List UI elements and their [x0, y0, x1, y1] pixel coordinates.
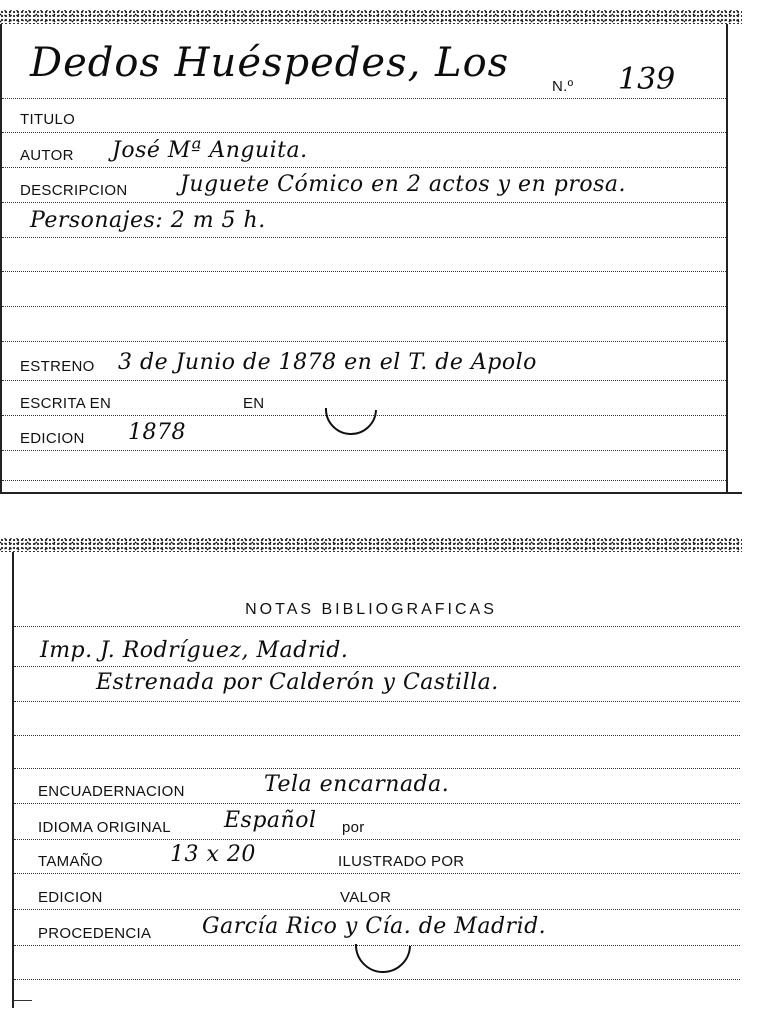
por-label: por: [342, 819, 365, 836]
card-bottom-border: [0, 492, 742, 494]
personajes-rule: [2, 237, 726, 238]
notas-heading: NOTAS BIBLIOGRAFICAS: [245, 601, 497, 618]
card-right-border: [726, 24, 728, 494]
encuadernacion-value: Tela encarnada.: [264, 772, 450, 797]
estreno-rule: [2, 380, 726, 381]
title-rule: [2, 98, 726, 99]
catalog-card-back: [0, 538, 742, 1008]
punch-hole-icon: [318, 398, 384, 446]
notes-rule-4: [14, 768, 740, 769]
notes-line-1: Imp. J. Rodríguez, Madrid.: [40, 638, 349, 663]
estreno-label: ESTRENO: [20, 358, 95, 375]
ilustrado-label: ILUSTRADO POR: [338, 853, 465, 870]
titulo-label: TITULO: [20, 111, 76, 128]
escrita-en-label: ESCRITA EN: [20, 395, 112, 412]
en-label: EN: [243, 395, 265, 412]
notes-rule-3: [14, 735, 740, 736]
notes-line-2: Estrenada por Calderón y Castilla.: [96, 670, 499, 695]
scanned-torn-edge: [0, 538, 742, 552]
valor-label: VALOR: [340, 889, 392, 906]
idioma-label: IDIOMA ORIGINAL: [38, 819, 171, 836]
catalog-card-front: [0, 10, 742, 494]
encuadernacion-rule: [14, 803, 740, 804]
notes-rule-2: [14, 701, 740, 702]
scanned-torn-edge: [0, 10, 742, 24]
encuadernacion-label: ENCUADERNACION: [38, 783, 185, 800]
procedencia-label: PROCEDENCIA: [38, 925, 152, 942]
autor-value: José Mª Anguita.: [112, 138, 308, 163]
edicion-rule: [2, 450, 726, 451]
bottom-rule: [2, 480, 726, 481]
heading-rule: [14, 626, 740, 627]
idioma-value: Español: [224, 808, 317, 833]
titulo-rule: [2, 132, 726, 133]
card-left-border: [0, 24, 2, 494]
punch-hole-icon: [350, 942, 416, 982]
estreno-value: 3 de Junio de 1878 en el T. de Apolo: [118, 350, 537, 375]
personajes-value: Personajes: 2 m 5 h.: [30, 208, 266, 233]
title-handwritten: Dedos Huéspedes, Los: [30, 40, 510, 86]
edicion-label: EDICION: [20, 430, 85, 447]
tamano-value: 13 x 20: [170, 842, 256, 867]
number-label: N.º: [552, 78, 574, 95]
descripcion-value: Juguete Cómico en 2 actos y en prosa.: [180, 172, 626, 197]
notes-rule-1: [14, 666, 740, 667]
blank-rule-2: [2, 306, 726, 307]
card-left-border: [12, 552, 14, 1008]
corner-mark: [14, 1000, 32, 1001]
edicion-back-rule: [14, 909, 740, 910]
descripcion-label: DESCRIPCION: [20, 182, 128, 199]
edicion-back-label: EDICION: [38, 889, 103, 906]
blank-rule-1: [2, 271, 726, 272]
descripcion-rule: [2, 202, 726, 203]
blank-rule-3: [2, 341, 726, 342]
idioma-rule: [14, 839, 740, 840]
tamano-rule: [14, 873, 740, 874]
number-value: 139: [618, 62, 676, 97]
tamano-label: TAMAÑO: [38, 853, 103, 870]
autor-rule: [2, 167, 726, 168]
edicion-value: 1878: [128, 420, 186, 445]
autor-label: AUTOR: [20, 147, 74, 164]
procedencia-value: García Rico y Cía. de Madrid.: [202, 914, 547, 939]
